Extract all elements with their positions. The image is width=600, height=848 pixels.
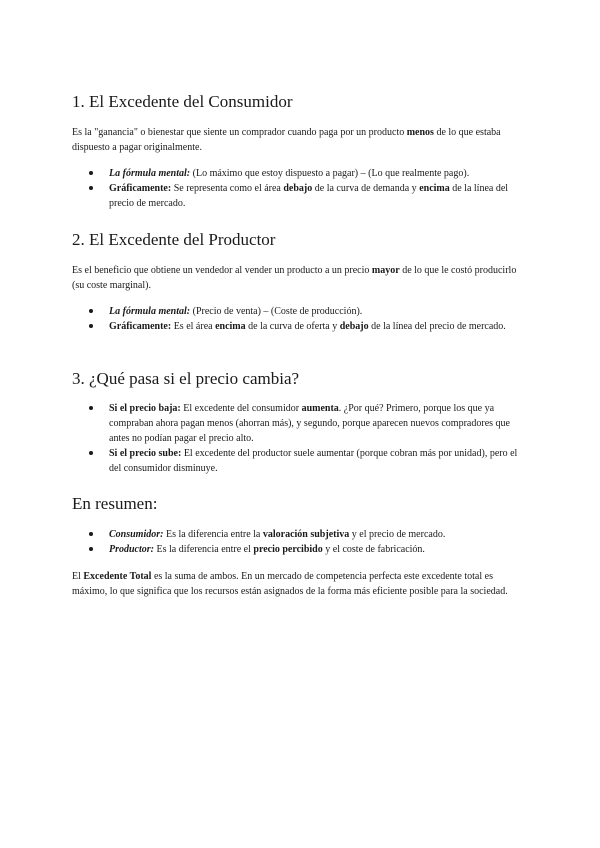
list-item [72,304,528,319]
text: Es la diferencia entre la [163,529,263,540]
summary-bullet-list [72,527,528,557]
text: Es el beneficio que obtiene un vendedor al vender un producto a un precio [72,265,372,276]
text: El excedente del consumidor [180,403,302,414]
text: Es la "ganancia" o bienestar que siente un comprador cuando paga por un producto [72,127,407,138]
text: de la curva de oferta y [245,321,340,332]
price-change-bullet-list [72,401,528,476]
list-item [72,401,528,446]
bullet-term: Gráficamente: [109,321,172,332]
text: de la línea del precio de mercado. [109,183,509,209]
bullet-term: Consumidor: [109,529,164,540]
text: Es el área [171,321,216,332]
emphasis: debajo [339,321,369,332]
emphasis: valoración subjetiva [262,529,350,540]
emphasis: Excedente Total [83,571,152,582]
emphasis: menos [406,127,434,138]
heading-price-change: 3. ¿Qué pasa si el precio cambia? [72,369,300,388]
text: El excedente del productor suele aumentar (porque cobran más por unidad), pero el del consumidor disminuye. [109,448,518,474]
paragraph-closing [72,569,528,599]
heading-consumer-surplus: 1. El Excedente del Consumidor [72,92,293,111]
paragraph-producer-intro [72,263,528,293]
emphasis: encima [419,183,450,194]
list-item [72,446,528,476]
text: de lo que le costó producirlo (su coste marginal). [72,265,517,291]
text: y el precio de mercado. [349,529,446,540]
emphasis: encima [215,321,246,332]
emphasis: mayor [371,265,400,276]
consumer-bullet-list [72,166,528,211]
emphasis: aumenta [301,403,339,414]
text: de la curva de demanda y [312,183,420,194]
list-item [72,319,528,334]
heading-producer-surplus: 2. El Excedente del Productor [72,230,276,249]
text: (Lo máximo que estoy dispuesto a pagar) – (Lo que realmente pago). [190,168,470,179]
list-item [72,181,528,211]
bullet-term: La fórmula mental: [109,168,191,179]
bullet-term: Productor: [109,544,154,555]
bullet-term: Si el precio sube: [109,448,182,459]
producer-bullet-list [72,304,528,334]
bullet-term: Si el precio baja: [109,403,181,414]
bullet-term: Gráficamente: [109,183,172,194]
bullet-term: La fórmula mental: [109,306,191,317]
text: de lo que estaba dispuesto a pagar originalmente. [72,127,501,153]
text: . ¿Por qué? Primero, porque los que ya compraban ahora pagan menos (ahorran más), y segundo, porque aparecen nuevos compradores que antes no podían pagar el precio alto. [109,403,510,444]
text: Se representa como el área [171,183,284,194]
text: de la línea del precio de mercado. [368,321,506,332]
text: y el coste de fabricación. [322,544,425,555]
emphasis: precio percibido [253,544,323,555]
text: El [72,571,84,582]
text: es la suma de ambos. En un mercado de competencia perfecta este excedente total es máximo, lo que significa que los recursos están asignados de la forma más eficiente posible para la sociedad. [72,571,508,597]
emphasis: debajo [283,183,313,194]
list-item [72,542,528,557]
paragraph-consumer-intro [72,125,528,155]
heading-summary: En resumen: [72,494,158,513]
list-item [72,527,528,542]
text: Es la diferencia entre el [154,544,254,555]
list-item [72,166,528,181]
text: (Precio de venta) – (Coste de producción). [190,306,363,317]
